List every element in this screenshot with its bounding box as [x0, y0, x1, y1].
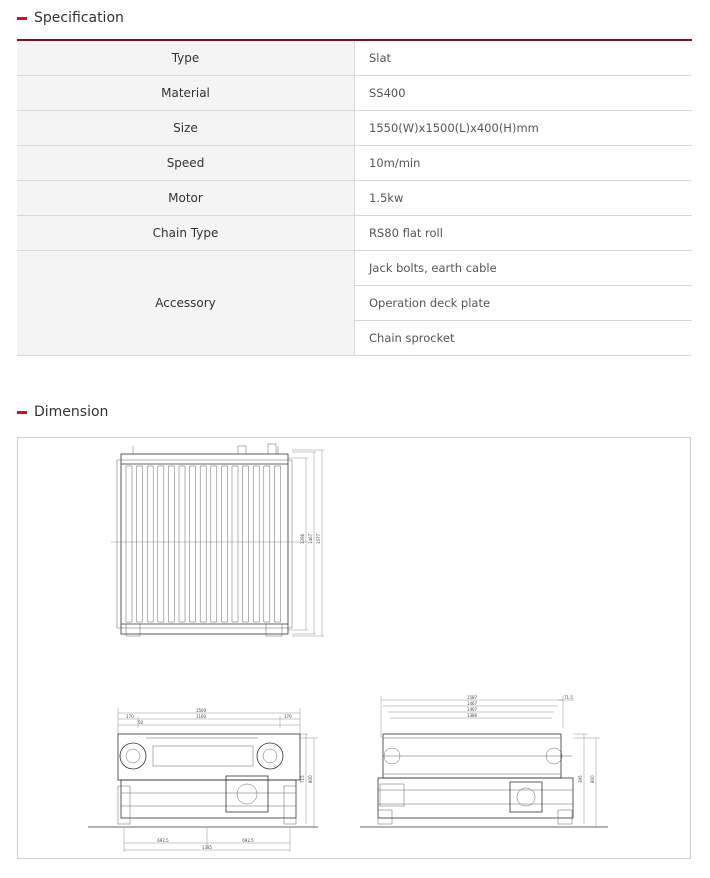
dimension-heading	[17, 404, 108, 420]
dimension-label: 1577	[316, 533, 321, 544]
specification-heading	[17, 10, 124, 26]
dimension-label: 1467	[466, 701, 478, 706]
top-view	[111, 444, 324, 636]
spec-value-accessory-3: Chain sprocket	[355, 321, 693, 356]
dimension-label: 1467	[308, 533, 313, 544]
slat	[274, 466, 280, 622]
slat	[264, 466, 270, 622]
spec-label-motor: Motor	[17, 181, 355, 216]
dimension-label: 800	[590, 775, 595, 783]
spec-value-chain-type: RS80 flat roll	[355, 216, 693, 251]
dimension-label: 1500	[195, 708, 207, 713]
slat	[147, 466, 153, 622]
slat	[243, 466, 249, 622]
dimension-drawing	[17, 437, 691, 859]
spec-label-type: Type	[17, 40, 355, 76]
spec-label-chain-type: Chain Type	[17, 216, 355, 251]
slat	[211, 466, 217, 622]
spec-value-speed: 10m/min	[355, 146, 693, 181]
slat	[179, 466, 185, 622]
dimension-label: 692.5	[157, 838, 169, 843]
table-row	[17, 111, 692, 146]
dimension-title: Dimension	[34, 404, 109, 420]
spec-label-material: Material	[17, 76, 355, 111]
dimension-label: 170	[284, 714, 292, 719]
slat	[253, 466, 259, 622]
table-row	[17, 181, 692, 216]
table-row	[17, 146, 692, 181]
specification-table	[17, 39, 692, 356]
dimension-label: 715	[300, 775, 305, 783]
table-row	[17, 216, 692, 251]
spec-value-motor: 1.5kw	[355, 181, 693, 216]
spec-label-accessory: Accessory	[17, 251, 355, 356]
table-row	[17, 76, 692, 111]
table-row	[17, 40, 692, 76]
dimension-label: 1396	[300, 533, 305, 544]
dimension-label: 1587	[466, 695, 478, 700]
slat	[200, 466, 206, 622]
dimension-label: 1385	[201, 845, 213, 850]
spec-value-size: 1550(W)x1500(L)x400(H)mm	[355, 111, 693, 146]
spec-value-type: Slat	[355, 40, 693, 76]
slat	[232, 466, 238, 622]
table-row	[17, 251, 692, 286]
dimension-label: 50	[138, 720, 144, 725]
dimension-label: 1386	[466, 713, 478, 718]
spec-label-size: Size	[17, 111, 355, 146]
dimension-label: 395	[578, 775, 583, 783]
technical-drawing	[18, 438, 692, 860]
slat	[190, 466, 196, 622]
side-view	[360, 695, 608, 827]
spec-value-accessory-2: Operation deck plate	[355, 286, 693, 321]
specification-title: Specification	[34, 10, 124, 26]
dimension-label: 692.5	[242, 838, 254, 843]
slat	[221, 466, 227, 622]
dimension-label: 800	[308, 775, 313, 783]
heading-marker	[17, 17, 27, 20]
slat	[137, 466, 143, 622]
dimension-label: 1407	[466, 707, 478, 712]
front-view	[88, 708, 318, 852]
heading-marker	[17, 411, 27, 414]
slat	[126, 466, 132, 622]
spec-value-accessory-1: Jack bolts, earth cable	[355, 251, 693, 286]
dimension-label: 71.5	[564, 695, 573, 700]
slat	[168, 466, 174, 622]
spec-value-material: SS400	[355, 76, 693, 111]
dimension-label: 170	[126, 714, 134, 719]
slat	[158, 466, 164, 622]
dimension-label: 1160	[195, 714, 207, 719]
spec-label-speed: Speed	[17, 146, 355, 181]
